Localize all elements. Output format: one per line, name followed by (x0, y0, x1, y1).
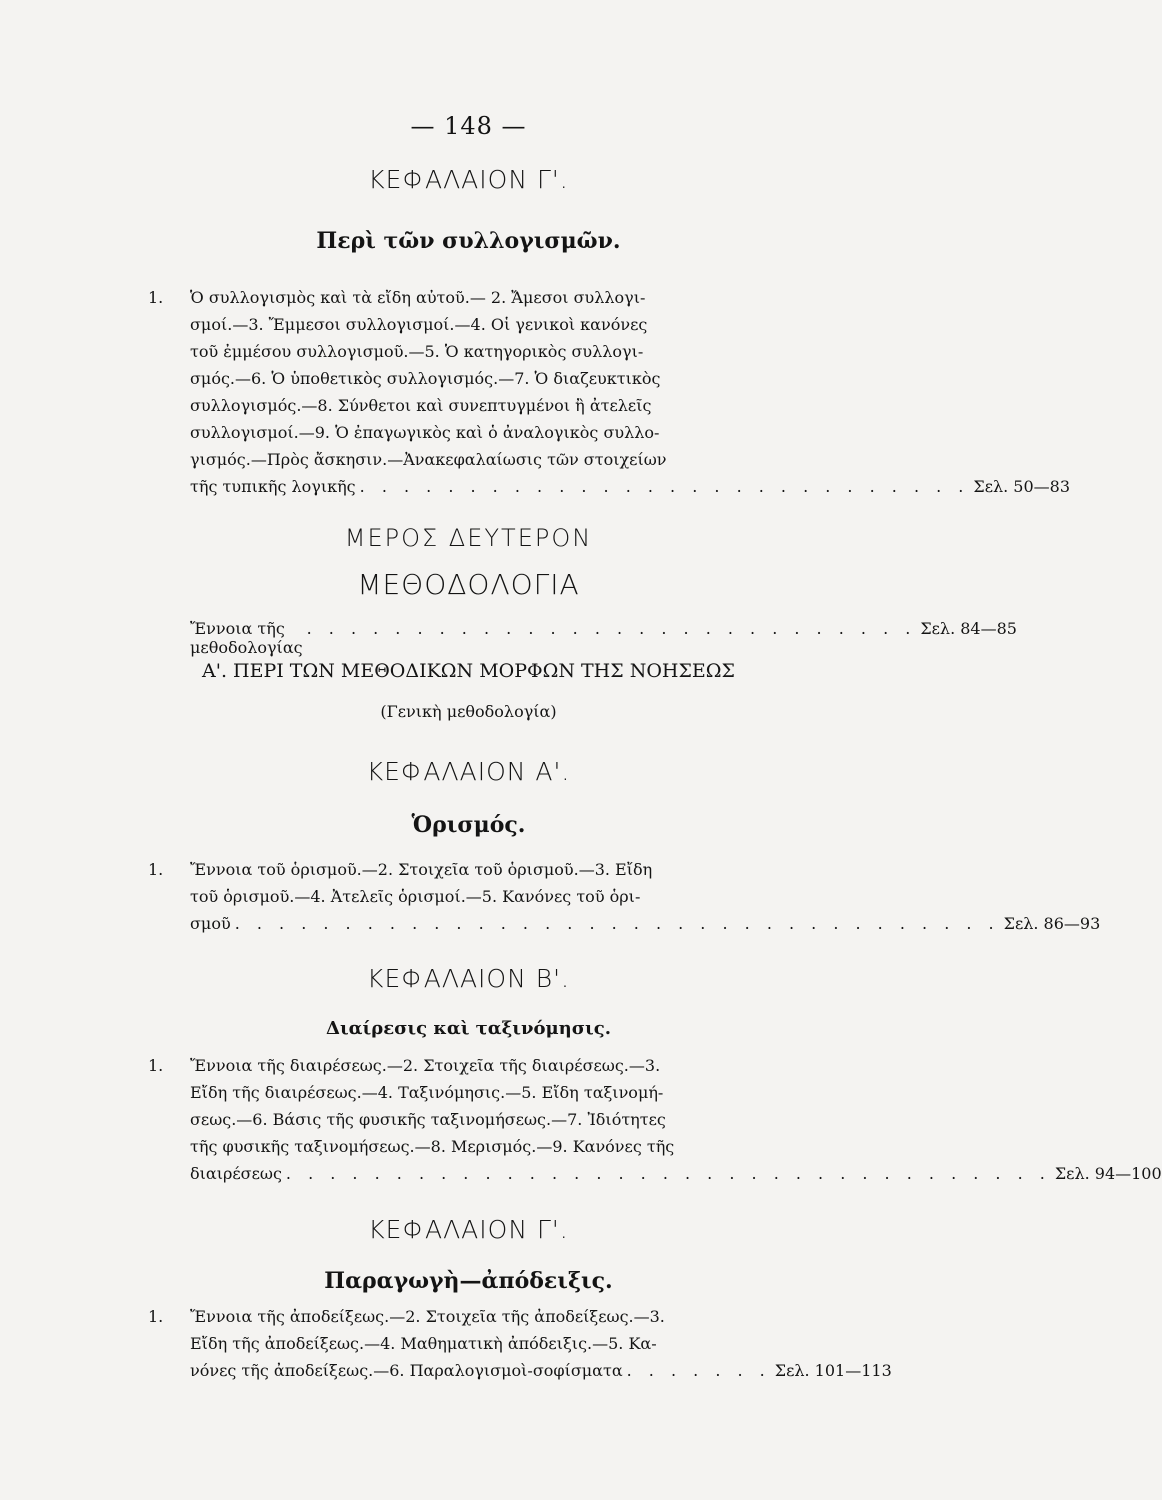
entry-number: 1. (148, 288, 164, 307)
dot-leader: . . . . . . . . . . . . . . . . . . . . . . . . . . . . (306, 619, 917, 638)
entry-line: Ὁ συλλογισμὸς καὶ τὰ εἴδη αὐτοῦ.— 2. Ἄμεσοι συλλογι- (190, 288, 646, 307)
entry-number: 1. (148, 1307, 164, 1326)
part-title: ΜΕΘΟΔΟΛΟΓΙΑ (357, 568, 580, 601)
toc-entry-methodology (190, 619, 1017, 657)
entry-line: Ἔννοια τῆς ἀποδείξεως.—2. Στοιχεῖα τῆς ἀποδείξεως.—3. (190, 1307, 665, 1326)
page-reference: Σελ. 101—113 (774, 1361, 892, 1380)
dot-leader: . . . . . . . . . . . . . . . . . . . . . . . . . . . . . . . . . . . (285, 1164, 1051, 1183)
chapter-title-syllogisms: Περὶ τῶν συλλογισμῶν. (316, 228, 621, 254)
chapter-title-division: Διαίρεσις καὶ ταξινόμησις. (326, 1018, 611, 1039)
entry-number: 1. (148, 1056, 164, 1075)
page-reference: Σελ. 94—100 (1054, 1164, 1162, 1183)
dot-leader: . . . . . . . (626, 1361, 771, 1380)
dot-leader: . . . . . . . . . . . . . . . . . . . . . . . . . . . . . . . . . . . (234, 914, 1000, 933)
entry-line: Εἴδη τῆς ἀποδείξεως.—4. Μαθηματικὴ ἀπόδειξις.—5. Κα- (190, 1334, 657, 1353)
toc-entry-syllogisms (148, 284, 1071, 500)
chapter-heading-beta: ΚΕΦΑΛΑΙΟΝ Β'. (367, 964, 570, 993)
entry-line: τῆς φυσικῆς ταξινομήσεως.—8. Μερισμός.—9. Κανόνες τῆς (190, 1137, 675, 1156)
entry-line: σμοί.—3. Ἔμμεσοι συλλογισμοί.—4. Οἱ γενικοὶ κανόνες (190, 315, 648, 334)
entry-line: σμός.—6. Ὁ ὑποθετικὸς συλλογισμός.—7. Ὁ διαζευκτικὸς (190, 369, 661, 388)
chapter-heading-alpha: ΚΕΦΑΛΑΙΟΝ Α'. (366, 757, 571, 786)
page-reference: Σελ. 50—83 (973, 477, 1071, 496)
entry-line: τοῦ ἐμμέσου συλλογισμοῦ.—5. Ὁ κατηγορικὸς συλλογι- (190, 342, 644, 361)
entry-line: σεως.—6. Βάσις τῆς φυσικῆς ταξινομήσεως.—7. Ἰδιότητες (190, 1110, 666, 1129)
chapter-title-proof: Παραγωγὴ—ἀπόδειξις. (324, 1268, 613, 1294)
entry-number: 1. (148, 860, 164, 879)
intro-text: Ἔννοια τῆς μεθοδολογίας (190, 619, 303, 657)
toc-entry-division (148, 1052, 1162, 1187)
entry-last-line: διαιρέσεως (190, 1164, 282, 1183)
entry-line: τοῦ ὁρισμοῦ.—4. Ἀτελεῖς ὁρισμοί.—5. Κανόνες τοῦ ὁρι- (190, 887, 641, 906)
toc-entry-definition (148, 856, 1101, 937)
entry-line: Εἴδη τῆς διαιρέσεως.—4. Ταξινόμησις.—5. Εἴδη ταξινομή- (190, 1083, 664, 1102)
entry-line: συλλογισμός.—8. Σύνθετοι καὶ συνεπτυγμένοι ἢ ἀτελεῖς (190, 396, 652, 415)
page-reference: Σελ. 84—85 (920, 619, 1017, 638)
page-number: — 148 — (410, 112, 527, 140)
page-reference: Σελ. 86—93 (1003, 914, 1101, 933)
entry-last-line: σμοῦ (190, 914, 231, 933)
part-heading: ΜΕΡΟΣ ΔΕΥΤΕΡΟΝ (344, 524, 593, 552)
chapter-title-definition: Ὁρισμός. (411, 812, 526, 838)
entry-line: γισμός.—Πρὸς ἄσκησιν.—Ἀνακεφαλαίωσις τῶν στοιχείων (190, 450, 667, 469)
chapter-heading-gamma: ΚΕΦΑΛΑΙΟΝ Γ'. (368, 165, 569, 194)
dot-leader: . . . . . . . . . . . . . . . . . . . . . . . . . . . . (359, 477, 970, 496)
chapter-heading-gamma-2: ΚΕΦΑΛΑΙΟΝ Γ'. (368, 1215, 569, 1244)
entry-line: συλλογισμοί.—9. Ὁ ἐπαγωγικὸς καὶ ὁ ἀναλογικὸς συλλο- (190, 423, 660, 442)
entry-line: Ἔννοια τῆς διαιρέσεως.—2. Στοιχεῖα τῆς διαιρέσεως.—3. (190, 1056, 661, 1075)
toc-entry-proof (148, 1303, 892, 1384)
entry-line: Ἔννοια τοῦ ὁρισμοῦ.—2. Στοιχεῖα τοῦ ὁρισμοῦ.—3. Εἴδη (190, 860, 653, 879)
entry-last-line: τῆς τυπικῆς λογικῆς (190, 477, 356, 496)
section-heading-a: Α'. ΠΕΡΙ ΤΩΝ ΜΕΘΟΔΙΚΩΝ ΜΟΡΦΩΝ ΤΗΣ ΝΟΗΣΕΩΣ (202, 660, 735, 682)
entry-last-line: νόνες τῆς ἀποδείξεως.—6. Παραλογισμοὶ-σοφίσματα (190, 1361, 623, 1380)
section-note: (Γενικὴ μεθοδολογία) (380, 702, 557, 721)
